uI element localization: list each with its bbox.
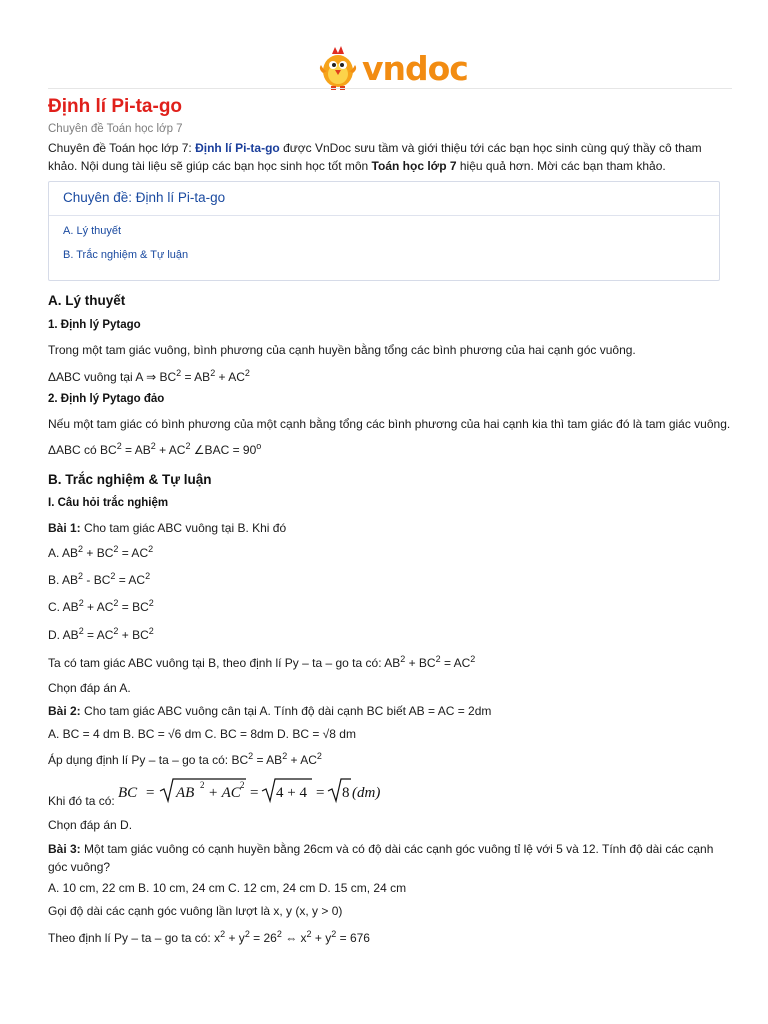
section-a-heading: A. Lý thuyết: [48, 293, 126, 308]
section-b-heading: B. Trắc nghiệm & Tự luận: [48, 472, 212, 487]
formula-part: = AB: [181, 370, 211, 384]
formula-unit: (dm): [352, 785, 381, 801]
q2-apply: [48, 753, 322, 767]
exponent: 2: [400, 654, 406, 664]
solution-part: ⇔ x: [281, 931, 307, 945]
exponent: 2: [110, 571, 116, 581]
option-part: = AC: [118, 546, 149, 560]
intro-link[interactable]: Định lí Pi-ta-go: [195, 141, 280, 155]
solution-part: Theo định lí Py – ta – go ta có: x: [48, 931, 221, 945]
option-part: + BC: [118, 628, 149, 642]
degree-sign: o: [256, 441, 262, 451]
exponent: 2: [244, 368, 250, 378]
option-part: A. AB: [48, 546, 79, 560]
formula-eq: =: [316, 785, 325, 801]
q3-solution-2: [48, 931, 370, 945]
exponent: 2: [148, 626, 154, 636]
exponent: 2: [113, 544, 119, 554]
question-1: [48, 521, 286, 535]
formula-r1: AB: [176, 785, 195, 801]
header-divider: [48, 88, 732, 89]
page-subtitle: Chuyên đề Toán học lớp 7: [48, 123, 183, 135]
question-text: Cho tam giác ABC vuông tại B. Khi đó: [80, 521, 287, 535]
apply-part: Áp dụng định lí Py – ta – go ta có: BC: [48, 753, 249, 767]
apply-part: + AC: [287, 753, 317, 767]
intro-suffix: hiệu quả hơn. Mời các bạn tham khảo.: [456, 159, 666, 173]
q2-khi-do: Khi đó ta có:: [48, 794, 115, 808]
toc-divider: [49, 215, 719, 216]
exponent: 2: [113, 598, 119, 608]
apply-part: = AB: [253, 753, 283, 767]
intro-mid: được VnDoc sưu tầm và giới thiệu tới các bạn học sinh cùng quý thầy cô tham khảo. Nội dung tài liệu sẽ giúp các bạn học sinh học tốt môn: [48, 141, 702, 173]
bc-formula: [116, 776, 386, 806]
q1-option-b: [48, 573, 150, 587]
question-text: Một tam giác vuông có cạnh huyền bằng 26cm và có độ dài các cạnh góc vuông tỉ lệ với 5 và 12. Tính độ dài các cạnh góc vuông?: [48, 842, 714, 874]
subsection-pythagoras: 1. Định lý Pytago: [48, 319, 141, 331]
q2-options: A. BC = 4 dm B. BC = √6 dm C. BC = 8dm D. BC = √8 dm: [48, 727, 356, 741]
formula-part: ∠BAC = 90: [190, 443, 257, 457]
subsection-converse: 2. Định lý Pytago đảo: [48, 393, 165, 405]
exponent: 2: [185, 441, 191, 451]
exponent: 2: [316, 751, 322, 761]
q3-options: A. 10 cm, 22 cm B. 10 cm, 24 cm C. 12 cm, 24 cm D. 15 cm, 24 cm: [48, 881, 407, 895]
option-part: + BC: [83, 546, 114, 560]
exponent: 2: [248, 751, 254, 761]
option-part: B. AB: [48, 573, 79, 587]
exponent: 2: [276, 929, 282, 939]
q1-solution: [48, 656, 475, 670]
solution-part: + BC: [405, 656, 436, 670]
theorem-formula: [48, 370, 250, 384]
exponent: 2: [220, 929, 226, 939]
toc-item-theory[interactable]: A. Lý thuyết: [63, 225, 122, 237]
formula-lhs: BC: [118, 785, 138, 801]
exponent: 2: [176, 368, 182, 378]
q1-answer: Chọn đáp án A.: [48, 681, 131, 695]
formula-eq: =: [250, 785, 259, 801]
exponent: 2: [148, 598, 154, 608]
exponent: 2: [282, 751, 288, 761]
solution-part: = AC: [440, 656, 471, 670]
subsection-multiple-choice: I. Câu hỏi trắc nghiệm: [48, 497, 169, 509]
question-label: Bài 2:: [48, 704, 81, 718]
formula-eq: =: [146, 785, 155, 801]
question-3: [48, 840, 718, 876]
exponent: 2: [78, 626, 84, 636]
exponent: 2: [470, 654, 476, 664]
exponent: 2: [145, 571, 151, 581]
exponent: 2: [150, 441, 156, 451]
formula-part: ΔABC vuông tại A ⇒ BC: [48, 370, 177, 384]
theorem-text: Trong một tam giác vuông, bình phương của cạnh huyền bằng tổng các bình phương của hai cạnh góc vuông.: [48, 343, 636, 357]
option-part: - BC: [83, 573, 111, 587]
exponent: 2: [148, 544, 154, 554]
question-label: Bài 3:: [48, 842, 81, 856]
option-part: + AC: [83, 600, 114, 614]
formula-mid: 4 + 4: [276, 785, 307, 801]
logo-text: vndoc: [362, 48, 468, 88]
exponent: 2: [116, 441, 122, 451]
option-part: C. AB: [48, 600, 79, 614]
exponent: 2: [200, 780, 205, 790]
q3-solution-1: Gọi độ dài các cạnh góc vuông lần lượt là x, y (x, y > 0): [48, 904, 343, 918]
q1-option-d: [48, 628, 154, 642]
exponent: 2: [244, 929, 250, 939]
q1-option-c: [48, 600, 154, 614]
exponent: 2: [78, 598, 84, 608]
formula-part: = AB: [121, 443, 151, 457]
exponent: 2: [240, 780, 245, 790]
exponent: 2: [113, 626, 119, 636]
q2-answer: Chọn đáp án D.: [48, 818, 133, 832]
question-text: Cho tam giác ABC vuông cân tại A. Tính độ dài cạnh BC biết AB = AC = 2dm: [80, 704, 492, 718]
intro-bold: Toán học lớp 7: [371, 159, 457, 173]
exponent: 2: [78, 544, 84, 554]
formula-r2: + AC: [208, 785, 241, 801]
vndoc-logo[interactable]: [318, 44, 478, 92]
exponent: 2: [210, 368, 216, 378]
option-part: = AC: [83, 628, 114, 642]
page-title: Định lí Pi-ta-go: [48, 96, 183, 117]
option-part: = AC: [115, 573, 146, 587]
formula-part: + AC: [155, 443, 186, 457]
exponent: 2: [331, 929, 337, 939]
solution-part: + y: [225, 931, 245, 945]
question-label: Bài 1:: [48, 521, 81, 535]
toc-item-exercises[interactable]: B. Trắc nghiệm & Tự luận: [63, 249, 189, 261]
solution-part: + y: [311, 931, 332, 945]
solution-part: = 676: [336, 931, 370, 945]
intro-paragraph: [48, 139, 728, 175]
table-of-contents: [48, 181, 720, 281]
solution-part: Ta có tam giác ABC vuông tại B, theo định lí Py – ta – go ta có: AB: [48, 656, 401, 670]
converse-text: Nếu một tam giác có bình phương của một cạnh bằng tổng các bình phương của hai cạnh kia thì tam giác đó là tam giác vuông.: [48, 417, 731, 431]
formula-part: + AC: [215, 370, 245, 384]
exponent: 2: [435, 654, 441, 664]
formula-last: 8: [342, 785, 350, 801]
exponent: 2: [78, 571, 84, 581]
intro-prefix: Chuyên đề Toán học lớp 7:: [48, 141, 196, 155]
solution-part: = 26: [249, 931, 277, 945]
exponent: 2: [306, 929, 312, 939]
formula-part: ΔABC có BC: [48, 443, 117, 457]
toc-title: Chuyên đề: Định lí Pi-ta-go: [63, 190, 226, 205]
question-2: [48, 704, 491, 718]
option-part: D. AB: [48, 628, 79, 642]
q1-option-a: [48, 546, 153, 560]
converse-formula: [48, 443, 261, 457]
chick-mascot-icon: [318, 45, 358, 91]
option-part: = BC: [118, 600, 149, 614]
